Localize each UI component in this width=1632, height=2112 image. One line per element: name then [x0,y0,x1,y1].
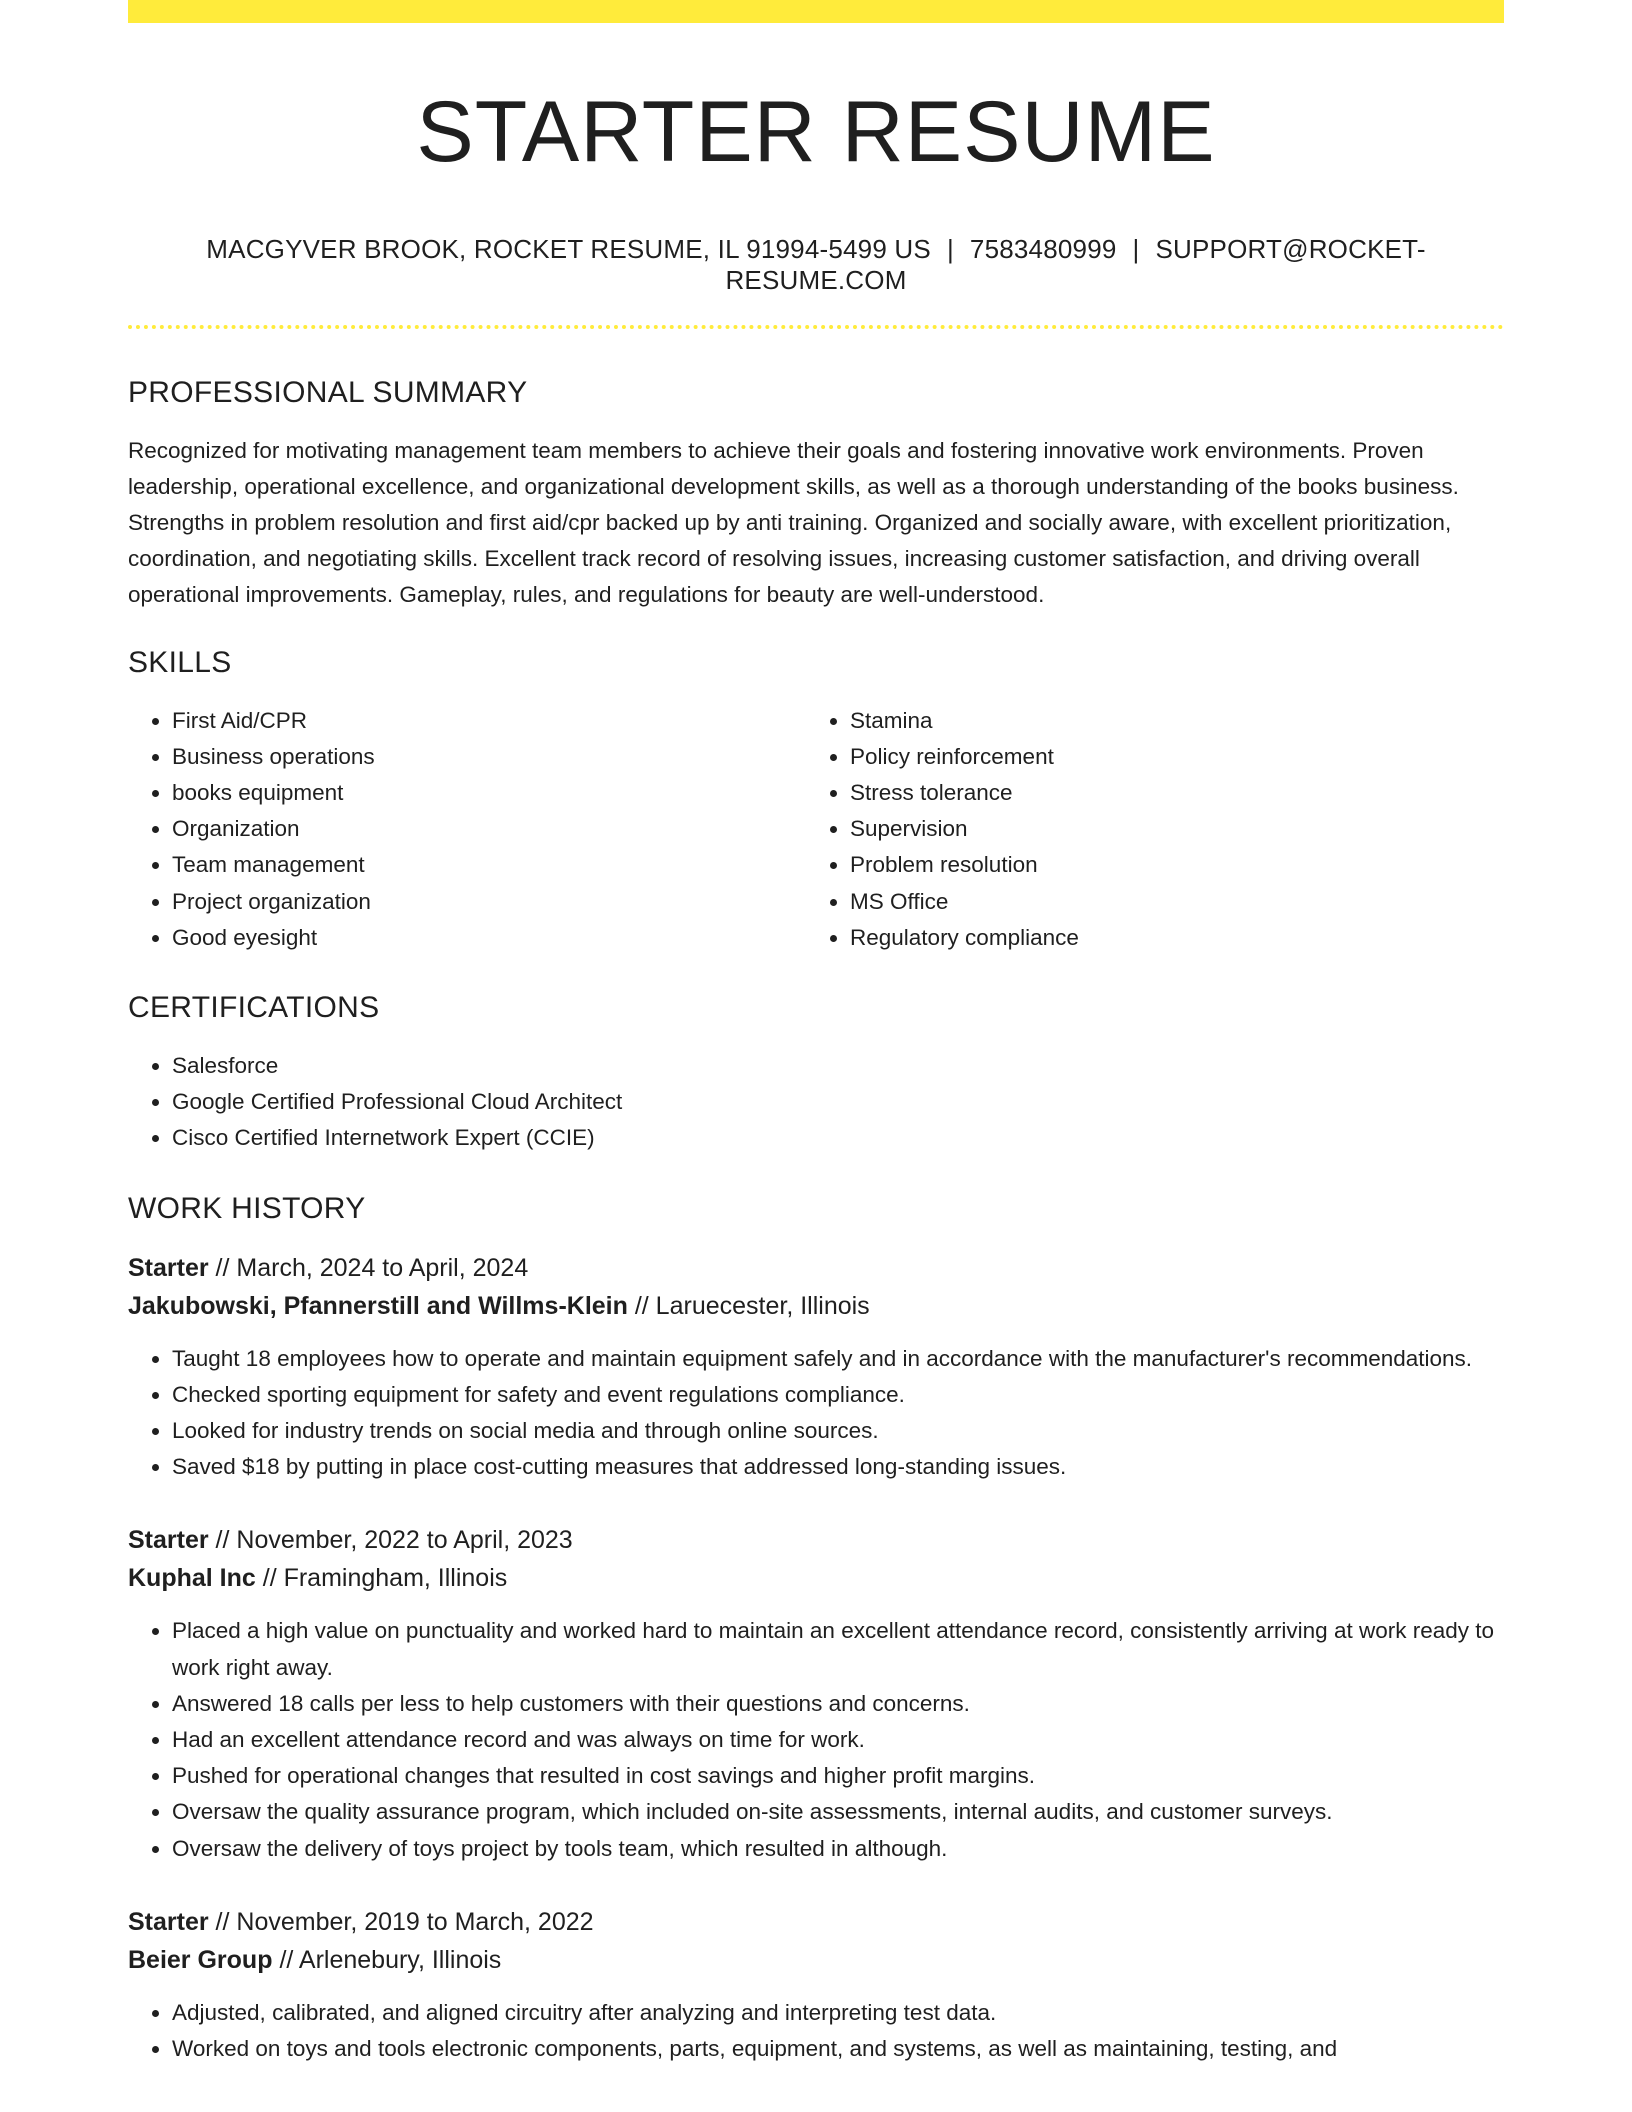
job-company: Kuphal Inc [128,1564,256,1593]
job-bullets [128,1613,1504,1866]
job-company-line [128,1559,1504,1597]
job-entry [128,1249,1504,1486]
job-bullet: • Placed a high value on punctuality and worked hard to maintain an excellent attendance record, consistently arriving at work ready to work right away. [172,1613,1504,1685]
job-dates: // March, 2024 to April, 2024 [215,1253,529,1282]
job-location: // Arlenebury, Illinois [279,1945,502,1974]
job-location: // Laruecester, Illinois [634,1291,870,1320]
skills-heading: SKILLS [128,645,232,679]
skills-left-list [128,703,806,956]
skills-right-list [806,703,1484,956]
job-bullet: • Had an excellent attendance record and was always on time for work. [172,1722,1504,1758]
job-bullets [128,1341,1504,1486]
job-dates: // November, 2019 to March, 2022 [215,1907,594,1936]
skill-item: • Stress tolerance [850,775,1484,811]
resume-title: STARTER RESUME [416,84,1216,180]
job-bullet: • Looked for industry trends on social media and through online sources. [172,1413,1504,1449]
dotted-divider [128,325,1504,329]
job-bullet: • Answered 18 calls per less to help customers with their questions and concerns. [172,1686,1504,1722]
skill-item: • Regulatory compliance [850,920,1484,956]
certification-item: • Salesforce [172,1048,1504,1084]
skill-item: • Problem resolution [850,847,1484,883]
skill-item: • First Aid/CPR [172,703,806,739]
summary-heading: PROFESSIONAL SUMMARY [128,375,528,409]
job-bullet: • Adjusted, calibrated, and aligned circuitry after analyzing and interpreting test data. [172,1995,1504,2031]
skill-item: • MS Office [850,884,1484,920]
certification-item: • Cisco Certified Internetwork Expert (CCIE) [172,1120,1504,1156]
job-bullet: • Pushed for operational changes that resulted in cost savings and higher profit margins. [172,1758,1504,1794]
job-bullet: • Oversaw the quality assurance program, which included on-site assessments, internal audits, and customer surveys. [172,1794,1504,1830]
skill-item: • Team management [172,847,806,883]
skill-item: • Policy reinforcement [850,739,1484,775]
contact-line [128,234,1504,296]
certification-item: • Google Certified Professional Cloud Architect [172,1084,1504,1120]
contact-address: MACGYVER BROOK, ROCKET RESUME, IL 91994-5499 US [206,234,931,265]
job-bullet: • Checked sporting equipment for safety and event regulations compliance. [172,1377,1504,1413]
job-title-line [128,1521,1504,1559]
job-dates: // November, 2022 to April, 2023 [215,1526,573,1555]
job-title: Starter [128,1526,209,1555]
job-company-line [128,1287,1504,1325]
job-bullet: • Taught 18 employees how to operate and maintain equipment safely and in accordance with the manufacturer's recommendations. [172,1341,1504,1377]
job-title-line [128,1903,1504,1941]
skill-item: • Good eyesight [172,920,806,956]
skill-item: • Organization [172,811,806,847]
certifications-list [128,1048,1504,1157]
summary-text: Recognized for motivating management team members to achieve their goals and fostering innovative work environments. Proven leadership, operational excellence, and organizational development skills, as well as a thorough understanding of the books business. Strengths in problem resolution and first aid/cpr backed up by anti training. Organized and socially aware, with excellent prioritization, coordination, and negotiating skills. Excellent track record of resolving issues, increasing customer satisfaction, and driving overall operational improvements. Gameplay, rules, and regulations for beauty are well-understood. [128,437,1459,607]
accent-top-bar [128,0,1504,23]
skill-item: • Project organization [172,884,806,920]
job-title-line [128,1249,1504,1287]
job-entry [128,1903,1504,2067]
skill-item: • Stamina [850,703,1484,739]
job-company: Jakubowski, Pfannerstill and Willms-Klein [128,1291,628,1320]
resume-page [128,0,1504,2067]
job-title: Starter [128,1907,209,1936]
job-bullet: • Worked on toys and tools electronic components, parts, equipment, and systems, as well as maintaining, testing, and [172,2031,1504,2067]
contact-separator: | [1132,234,1140,265]
job-entry [128,1521,1504,1866]
job-bullet: • Oversaw the delivery of toys project by tools team, which resulted in although. [172,1831,1504,1867]
contact-phone: 7583480999 [969,234,1117,265]
skills-grid [128,703,1504,956]
job-title: Starter [128,1253,209,1282]
certifications-heading: CERTIFICATIONS [128,990,380,1024]
contact-separator: | [946,234,954,265]
job-bullets [128,1995,1504,2067]
skill-item: • Business operations [172,739,806,775]
skill-item: • books equipment [172,775,806,811]
job-bullet: • Saved $18 by putting in place cost-cutting measures that addressed long-standing issues. [172,1449,1504,1485]
work-history-heading: WORK HISTORY [128,1191,366,1225]
skill-item: • Supervision [850,811,1484,847]
job-location: // Framingham, Illinois [262,1564,508,1593]
job-company: Beier Group [128,1945,273,1974]
contact-email: SUPPORT@ROCKET-RESUME.COM [725,234,1426,296]
job-company-line [128,1941,1504,1979]
